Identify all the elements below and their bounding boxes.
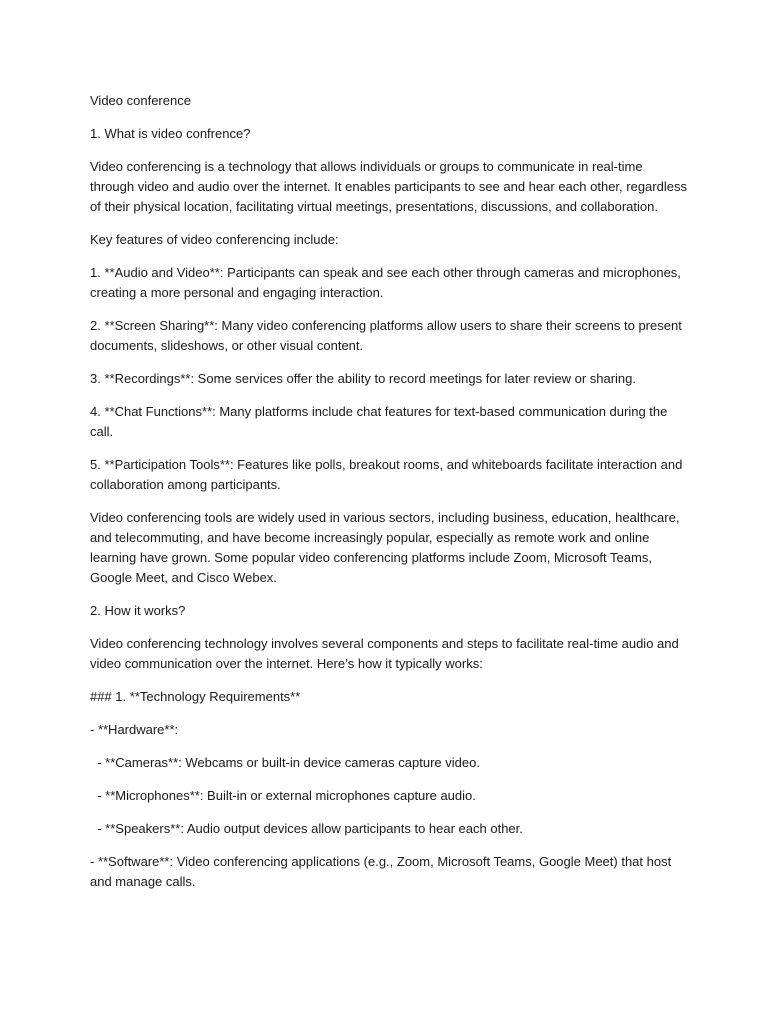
list-item: 5. **Participation Tools**: Features like polls, breakout rooms, and whiteboards facilitate interaction and collaboration among participants. — [90, 457, 686, 492]
paragraph: Video conferencing is a technology that allows individuals or groups to communicate in real-time through video and audio over the internet. It enables participants to see and hear each other, regardless of their physical location, facilitating virtual meetings, presentations, discussions, and collaboration. — [90, 159, 691, 214]
document-page — [90, 91, 690, 905]
list-item: 4. **Chat Functions**: Many platforms include chat features for text-based communication during the call. — [90, 404, 671, 439]
section-heading: 2. How it works? — [90, 603, 186, 618]
paragraph: Key features of video conferencing include: — [90, 232, 339, 247]
list-item: - **Microphones**: Built-in or external microphones capture audio. — [90, 788, 476, 803]
list-item: 1. **Audio and Video**: Participants can speak and see each other through cameras and microphones, creating a more personal and engaging interaction. — [90, 265, 685, 300]
list-item: - **Speakers**: Audio output devices allow participants to hear each other. — [90, 821, 523, 836]
list-item: - **Cameras**: Webcams or built-in device cameras capture video. — [90, 755, 480, 770]
list-item: - **Hardware**: — [90, 722, 179, 737]
document-title: Video conference — [90, 93, 191, 108]
list-item: - **Software**: Video conferencing applications (e.g., Zoom, Microsoft Teams, Google Meet) that host and manage calls. — [90, 854, 675, 889]
subheading: ### 1. **Technology Requirements** — [90, 689, 301, 704]
list-item: 3. **Recordings**: Some services offer the ability to record meetings for later review or sharing. — [90, 371, 637, 386]
paragraph: Video conferencing technology involves several components and steps to facilitate real-time audio and video communication over the internet. Here’s how it typically works: — [90, 636, 683, 671]
list-item: 2. **Screen Sharing**: Many video conferencing platforms allow users to share their screens to present documents, slideshows, or other visual content. — [90, 318, 686, 353]
section-heading: 1. What is video confrence? — [90, 126, 251, 141]
paragraph: Video conferencing tools are widely used in various sectors, including business, education, healthcare, and telecommuting, and have become increasingly popular, especially as remote work and online learning have grown. Some popular video conferencing platforms include Zoom, Microsoft Teams, Google Meet, and Cisco Webex. — [90, 510, 684, 585]
